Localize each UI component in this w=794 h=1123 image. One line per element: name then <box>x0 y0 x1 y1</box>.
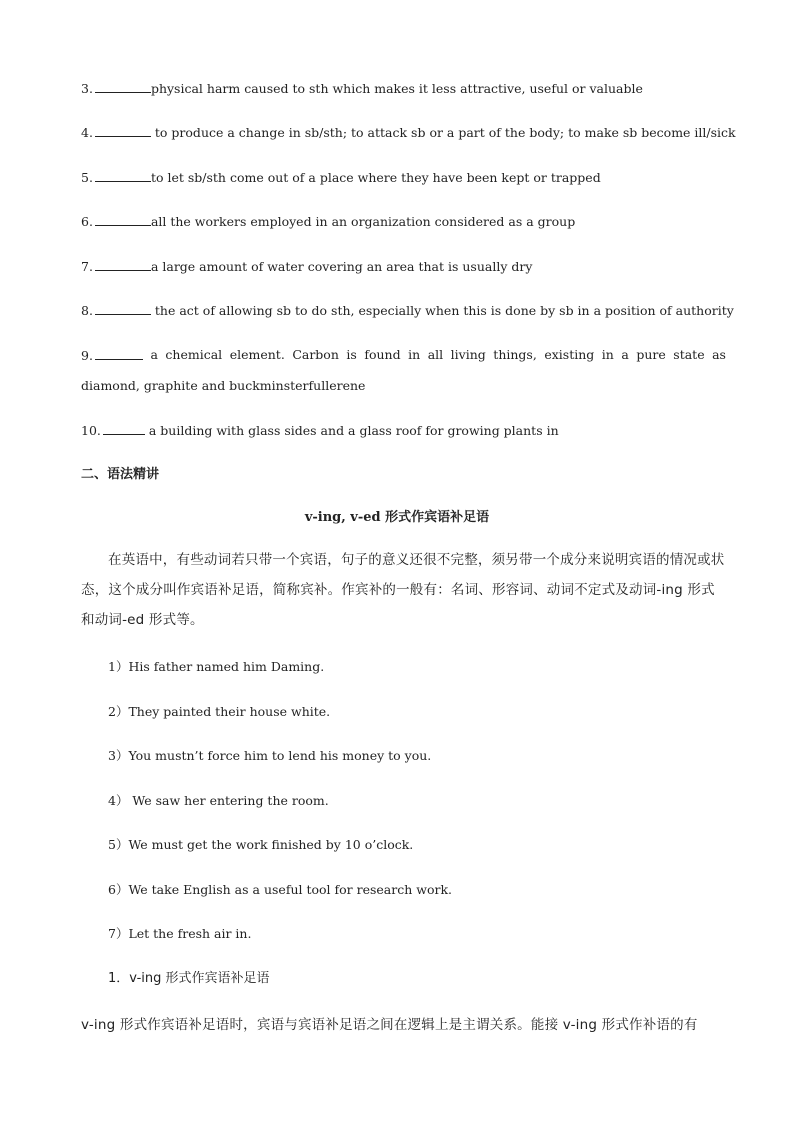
definition-word: things, <box>493 347 537 362</box>
vocab-item-10 <box>81 422 726 439</box>
vocab-item-3 <box>81 80 726 97</box>
definition-word: existing <box>544 347 595 362</box>
definition-word: living <box>450 347 486 362</box>
answer-blank[interactable] <box>95 302 151 315</box>
definition-text: all the workers employed in an organization considered as a group <box>150 214 576 229</box>
item-number: 7. <box>81 259 93 274</box>
example-sentence-6: 6）We take English as a useful tool for research work. <box>108 882 452 897</box>
definition-text: a large amount of water covering an area that is usually dry <box>150 259 533 274</box>
item-number: 8. <box>81 303 93 318</box>
definition-word: pure <box>636 347 666 362</box>
answer-blank[interactable] <box>95 258 151 271</box>
example-sentence-4: 4） We saw her entering the room. <box>108 793 329 808</box>
answer-blank[interactable] <box>95 213 151 226</box>
definition-word: found <box>364 347 401 362</box>
vocab-item-5 <box>81 169 726 186</box>
definition-word: a <box>150 347 158 362</box>
example-sentence-1: 1）His father named him Daming. <box>108 659 325 674</box>
example-sentence-3: 3）You mustn’t force him to lend his money to you. <box>108 748 432 763</box>
example-sentence-2: 2）They painted their house white. <box>108 704 331 719</box>
answer-blank[interactable] <box>95 169 151 182</box>
definition-text: physical harm caused to sth which makes it less attractive, useful or valuable <box>150 81 643 96</box>
vocab-item-4 <box>81 124 736 141</box>
answer-blank[interactable] <box>95 80 151 93</box>
definition-word: a <box>621 347 629 362</box>
definition-text: to let sb/sth come out of a place where they have been kept or trapped <box>150 170 601 185</box>
intro-paragraph: 在英语中，有些动词若只带一个宾语，句子的意义还很不完整，须另带一个成分来说明宾语的情况或状态，这个成分叫作宾语补足语，简称宾补。作宾补的一般有：名词、形容词、动词不定式及动词-ing 形式和动词-ed 形式等。 <box>81 552 725 628</box>
definition-word: element. <box>229 347 285 362</box>
item-number: 9. <box>81 348 93 363</box>
item-number: 10. <box>81 423 101 438</box>
answer-blank[interactable] <box>103 422 145 435</box>
grammar-title: v-ing, v-ed 形式作宾语补足语 <box>304 510 490 525</box>
vocab-item-6 <box>81 213 726 230</box>
section-heading: 二、语法精讲 <box>81 467 160 482</box>
vocab-item-8 <box>81 302 734 319</box>
vocab-item-9 <box>81 347 726 364</box>
definition-word: in <box>408 347 421 362</box>
example-sentence-7: 7）Let the fresh air in. <box>108 926 252 941</box>
definition-text: a building with glass sides and a glass roof for growing plants in <box>144 423 559 438</box>
vocab-item-7 <box>81 258 726 275</box>
definition-word: Carbon <box>292 347 339 362</box>
vocab-item-9-continuation: diamond, graphite and buckminsterfullerene <box>81 378 366 393</box>
answer-blank[interactable] <box>95 347 143 360</box>
justified-definition-row <box>81 347 726 364</box>
item-number: 6. <box>81 214 93 229</box>
definition-word: all <box>427 347 444 362</box>
definition-word: as <box>712 347 726 362</box>
definition-word: is <box>346 347 357 362</box>
item-number: 5. <box>81 170 93 185</box>
definition-word: chemical <box>165 347 223 362</box>
definition-text: to produce a change in sb/sth; to attack sb or a part of the body; to make sb become ill/sick <box>150 125 736 140</box>
v-ing-paragraph: v-ing 形式作宾语补足语时，宾语与宾语补足语之间在逻辑上是主谓关系。能接 v-ing 形式作补语的有 <box>81 1017 698 1033</box>
item-number: 3. <box>81 81 93 96</box>
subheading-v-ing: 1．v-ing 形式作宾语补足语 <box>108 971 270 986</box>
item-number: 4. <box>81 125 93 140</box>
example-sentence-5: 5）We must get the work finished by 10 o’clock. <box>108 837 414 852</box>
definition-word: state <box>673 347 705 362</box>
answer-blank[interactable] <box>95 124 151 137</box>
definition-text: the act of allowing sb to do sth, especially when this is done by sb in a position of authority <box>150 303 734 318</box>
definition-word: in <box>601 347 614 362</box>
